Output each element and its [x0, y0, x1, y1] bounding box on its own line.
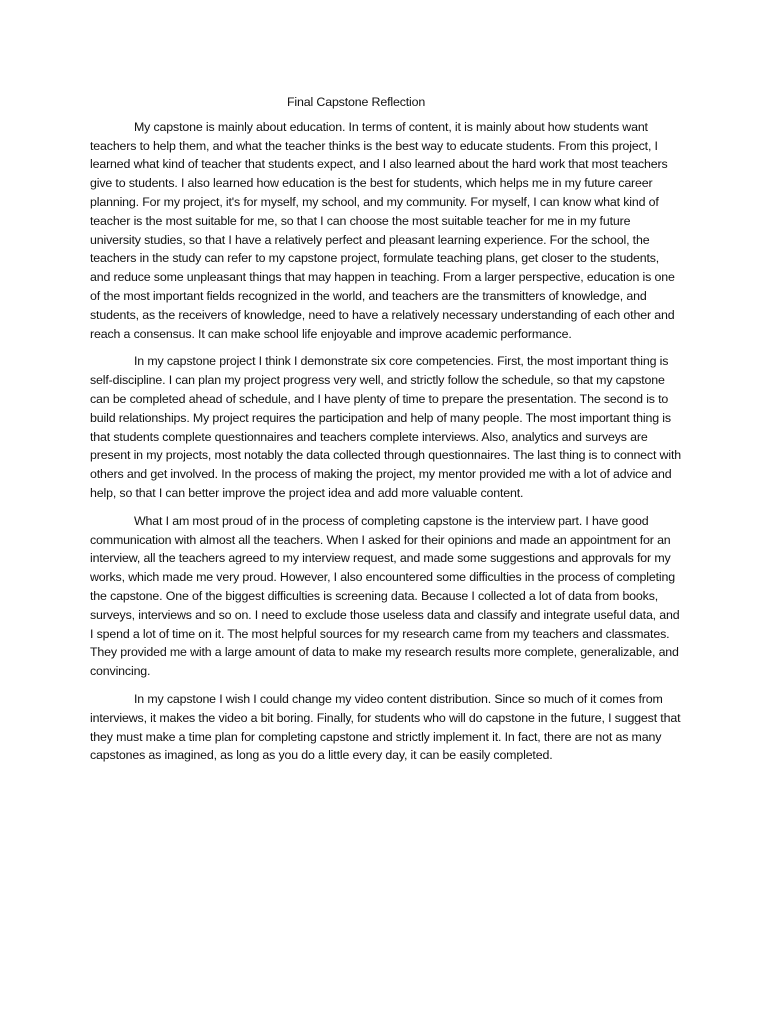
- document-body: [90, 93, 682, 774]
- paragraph-1: My capstone is mainly about education. In terms of content, it is mainly about how students want teachers to help them, and what the teacher thinks is the best way to educate students. From this project, I learned what kind of teacher that students expect, and I also learned about the hard work that most teachers give to students. I also learned how education is the best for students, which helps me in my future career planning. For my project, it's for myself, my school, and my community. For myself, I can know what kind of teacher is the most suitable for me, so that I can choose the most suitable teacher for me in my future university studies, so that I have a relatively perfect and pleasant learning experience. For the school, the teachers in the study can refer to my capstone project, formulate teaching plans, get closer to the students, and reduce some unpleasant things that may happen in teaching. From a larger perspective, education is one of the most important fields recognized in the world, and teachers are the transmitters of knowledge, and students, as the receivers of knowledge, need to have a relatively necessary understanding of each other and reach a consensus. It can make school life enjoyable and improve academic performance.: [90, 119, 675, 341]
- paragraph-4: In my capstone I wish I could change my video content distribution. Since so much of it comes from interviews, it makes the video a bit boring. Finally, for students who will do capstone in the future, I suggest that they must make a time plan for completing capstone and strictly implement it. In fact, there are not as many capstones as imagined, as long as you do a little every day, it can be easily completed.: [90, 691, 681, 763]
- paragraph-2: In my capstone project I think I demonstrate six core competencies. First, the most important thing is self-discipline. I can plan my project progress very well, and strictly follow the schedule, so that my capstone can be completed ahead of schedule, and I have plenty of time to prepare the presentation. The second is to build relationships. My project requires the participation and help of many people. The most important thing is that students complete questionnaires and teachers complete interviews. Also, analytics and surveys are present in my projects, most notably the data collected through questionnaires. The last thing is to connect with others and get involved. In the process of making the project, my mentor provided me with a lot of advice and help, so that I can better improve the project idea and add more valuable content.: [90, 354, 681, 500]
- document-title: Final Capstone Reflection: [287, 95, 426, 109]
- paragraph-3: What I am most proud of in the process of completing capstone is the interview part. I have good communication with almost all the teachers. When I asked for their opinions and made an appointment for an interview, all the teachers agreed to my interview request, and made some suggestions and approvals for my works, which made me very proud. However, I also encountered some difficulties in the process of completing the capstone. One of the biggest difficulties is screening data. Because I collected a lot of data from books, surveys, interviews and so on. I need to exclude those useless data and classify and integrate useful data, and I spend a lot of time on it. The most helpful sources for my research came from my teachers and classmates. They provided me with a large amount of data to make my research results more complete, generalizable, and convincing.: [90, 513, 680, 679]
